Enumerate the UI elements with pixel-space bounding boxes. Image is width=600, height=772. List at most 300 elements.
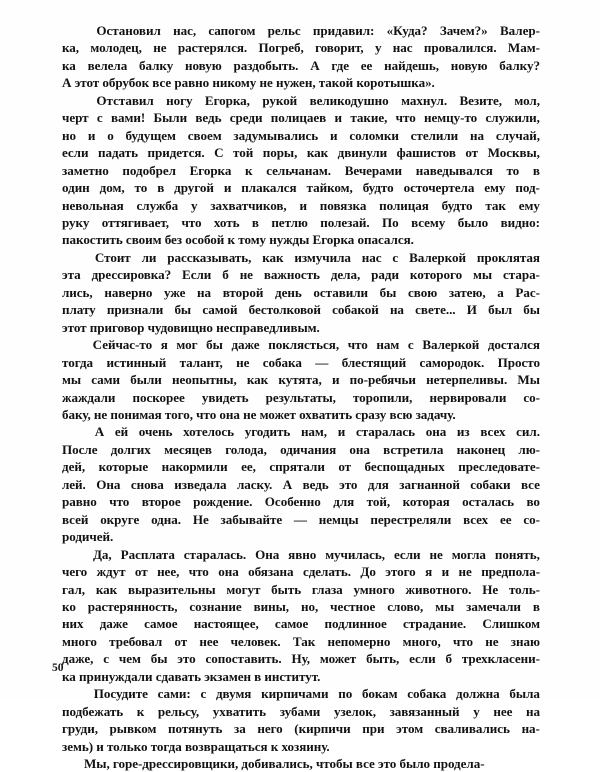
word: Она	[96, 476, 121, 492]
word: к	[245, 162, 253, 178]
word: ее	[360, 57, 373, 73]
word: сделать.	[302, 564, 351, 580]
word: быть,	[366, 651, 400, 667]
word: то	[506, 162, 520, 178]
word: достался	[487, 337, 540, 353]
word: рельс	[267, 23, 301, 38]
word: махнул.	[401, 92, 448, 108]
word: страдание.	[403, 616, 467, 632]
word: Стоит	[94, 249, 131, 265]
paragraph	[62, 546, 540, 686]
word: не	[458, 564, 472, 580]
word: с	[200, 686, 207, 702]
word: узелок,	[333, 703, 376, 719]
word: и	[331, 372, 340, 388]
word: немцу-то	[424, 110, 478, 126]
word: ему	[484, 180, 506, 196]
word: ее	[500, 511, 512, 527]
word: ради	[371, 267, 399, 283]
word: осталась	[462, 494, 515, 510]
word: торопили,	[352, 389, 413, 405]
text-line	[62, 685, 540, 702]
word: стелили	[410, 127, 459, 143]
word: подобрел	[122, 162, 176, 178]
text-line	[62, 598, 540, 615]
body-text-column	[62, 22, 540, 772]
word: собака	[407, 686, 447, 702]
word: толь-	[508, 581, 540, 597]
word: наконец	[456, 441, 506, 457]
text-line	[62, 406, 540, 423]
word: в	[251, 214, 259, 230]
word: одна.	[151, 511, 181, 527]
word: Везите,	[459, 92, 502, 108]
word: день	[275, 284, 302, 300]
word: подбежать	[62, 703, 124, 719]
word: великодушно	[309, 92, 389, 108]
paragraph	[62, 336, 540, 423]
word: ка,	[62, 40, 80, 56]
word: если	[409, 651, 436, 667]
line-text: баку, не понимая того, что она не может охватить сразу всю задачу.	[62, 406, 456, 422]
word: очень	[138, 424, 173, 440]
word: наведывался	[415, 162, 493, 178]
word: заметно	[62, 162, 109, 178]
text-line	[62, 423, 540, 440]
word: Валеркой	[422, 337, 480, 353]
word: ведь	[195, 110, 222, 126]
text-line	[62, 563, 540, 580]
word: даже,	[62, 651, 94, 667]
line-text: Мы, горе-дрессировщики, добивались, чтобы все это было продела-	[84, 756, 485, 772]
text-line	[62, 92, 540, 109]
word: накормили	[161, 459, 228, 475]
word: Валер-	[499, 23, 540, 38]
word: (кирпичи	[294, 721, 351, 737]
paragraph-indent	[62, 423, 84, 440]
word: И	[466, 302, 477, 318]
word: дрессировка?	[91, 267, 172, 283]
word: лей.	[62, 476, 86, 492]
word: С	[214, 145, 224, 161]
word: на	[470, 127, 485, 143]
word: вины,	[253, 598, 289, 614]
word: —	[293, 511, 307, 527]
word: говорит,	[315, 40, 364, 56]
word: могла	[451, 546, 486, 562]
word: Не	[482, 581, 499, 597]
word: поры,	[262, 145, 298, 161]
word: на-	[521, 721, 540, 737]
word: у	[473, 703, 480, 719]
text-line	[62, 371, 540, 388]
word: будто	[362, 180, 394, 196]
word: той	[233, 145, 254, 161]
word: немцы	[318, 511, 359, 527]
word: Если	[182, 267, 212, 283]
word: свою	[408, 284, 438, 300]
word: я	[160, 337, 168, 353]
word: поскорее	[132, 389, 185, 405]
word: По	[382, 214, 399, 230]
word: тогда	[62, 354, 94, 370]
word: а	[497, 284, 504, 300]
text-line	[62, 301, 540, 318]
word: падать	[97, 145, 138, 161]
word: угодить	[244, 424, 291, 440]
word: Москвы,	[487, 145, 540, 161]
word: трехкласени-	[461, 651, 540, 667]
word: к	[136, 703, 145, 719]
text-line	[62, 22, 540, 39]
word: в	[532, 598, 540, 614]
word: как	[95, 581, 118, 597]
word: —	[315, 354, 329, 370]
word: голода,	[225, 441, 267, 457]
word: захватчиков,	[210, 197, 287, 213]
word: изведала	[174, 476, 227, 492]
text-line	[62, 389, 540, 406]
word: плакался	[241, 180, 297, 196]
text-line	[62, 284, 540, 301]
word: среди	[229, 110, 263, 126]
word: выразительны	[127, 581, 216, 597]
word: петлю	[271, 214, 308, 230]
word: полезай.	[320, 214, 370, 230]
word: велела	[87, 57, 128, 73]
paragraph	[62, 685, 540, 755]
word: понять,	[494, 546, 540, 562]
text-line	[62, 249, 540, 266]
word: служба	[136, 197, 179, 213]
word: сельчанам.	[266, 162, 332, 178]
text-line	[62, 214, 540, 231]
word: нервировали	[429, 389, 507, 405]
word: Мы	[517, 372, 540, 388]
word: у	[191, 197, 198, 213]
word: я	[425, 564, 433, 580]
word: полицаев	[270, 110, 327, 126]
word: предпола-	[481, 564, 540, 580]
word: округе	[100, 511, 140, 527]
word: на	[389, 302, 404, 318]
word: долгих	[110, 441, 151, 457]
text-line	[62, 458, 540, 475]
word: найдешь,	[384, 57, 440, 73]
word: плату	[62, 302, 96, 318]
word: ждут	[96, 564, 126, 580]
word: осточертела	[403, 180, 475, 196]
word: сил.	[516, 424, 540, 440]
word: животного.	[405, 581, 472, 597]
word: всех	[463, 511, 489, 527]
word: нас	[392, 40, 413, 56]
word: самой	[202, 302, 238, 318]
word: ка	[62, 57, 76, 73]
word: бы	[379, 284, 397, 300]
text-line	[62, 546, 540, 563]
word: со-	[523, 511, 540, 527]
word: этого	[385, 564, 416, 580]
word: может	[319, 651, 357, 667]
word: ко	[62, 598, 76, 614]
word: Мам-	[507, 40, 540, 56]
word: мы	[473, 267, 493, 283]
word: них	[62, 616, 84, 632]
word: у	[374, 40, 382, 56]
word: измучила	[294, 249, 351, 265]
word: ли	[141, 249, 157, 265]
text-line	[62, 581, 540, 598]
word: загнанной	[399, 476, 460, 492]
word: всей	[62, 511, 89, 527]
word: и	[223, 180, 232, 196]
word: Остановил	[96, 23, 161, 38]
word: Не	[192, 511, 209, 527]
word: не	[236, 354, 250, 370]
word: знаю	[510, 633, 540, 649]
word: которая	[402, 494, 450, 510]
word: бестолковой	[248, 302, 321, 318]
word: много,	[402, 633, 441, 649]
paragraph	[62, 22, 540, 92]
word: Погреб,	[258, 40, 304, 56]
word: важность	[263, 267, 320, 283]
word: во	[526, 494, 540, 510]
word: эта	[62, 267, 81, 283]
word: всему	[411, 214, 446, 230]
text-line	[62, 354, 540, 371]
word: Валеркой	[409, 249, 466, 265]
word: забывайте	[220, 511, 283, 527]
word: дела,	[330, 267, 361, 283]
text-line	[62, 109, 540, 126]
word: снова	[130, 476, 164, 492]
word: б	[445, 651, 452, 667]
word: нас	[361, 249, 382, 265]
word: зубами	[279, 703, 321, 719]
word: по-ребячьи	[349, 372, 416, 388]
word: растерянность,	[87, 598, 178, 614]
paragraph	[62, 755, 540, 772]
word: не	[429, 546, 443, 562]
word: рождение.	[193, 494, 253, 510]
word: Посудите	[93, 686, 148, 702]
word: но,	[300, 598, 319, 614]
word: если	[394, 546, 421, 562]
word: одичания	[280, 441, 337, 457]
word: Она	[255, 546, 280, 562]
word: бы	[523, 302, 540, 318]
word: уже	[164, 284, 186, 300]
word: самородок.	[419, 354, 485, 370]
word: придавил:	[312, 23, 375, 38]
word: груди,	[62, 721, 98, 737]
word: ласку.	[236, 476, 273, 492]
text-line	[62, 127, 540, 144]
word: провалился.	[423, 40, 497, 56]
word: с	[392, 249, 399, 265]
word: которого	[409, 267, 463, 283]
word: б	[222, 267, 229, 283]
word: от	[174, 633, 188, 649]
word: нетерпеливы.	[426, 372, 508, 388]
word: за	[233, 721, 246, 737]
word: тайком,	[306, 180, 353, 196]
word: Сейчас-то	[92, 337, 153, 353]
word: рывком	[109, 721, 157, 737]
word: ее,	[241, 459, 256, 475]
word: дей,	[62, 459, 86, 475]
word: и	[87, 127, 96, 143]
word: это	[177, 651, 196, 667]
text-line	[62, 231, 540, 248]
word: по	[338, 686, 353, 702]
word: лись,	[62, 284, 93, 300]
word: с	[103, 651, 109, 667]
word: той,	[366, 494, 391, 510]
word: А	[282, 476, 293, 492]
word: растерялся.	[177, 40, 248, 56]
word: при	[362, 721, 385, 737]
paragraph-indent	[62, 249, 84, 266]
text-line	[62, 162, 540, 179]
word: двумя	[215, 686, 252, 702]
word: После	[62, 441, 98, 457]
word: мы	[435, 598, 455, 614]
word: талант,	[179, 354, 223, 370]
word: самое	[274, 616, 309, 632]
word: полицая	[379, 197, 429, 213]
text-line	[62, 39, 540, 56]
word: свете...	[415, 302, 456, 318]
word: ей	[114, 424, 129, 440]
word: фашистов	[396, 145, 456, 161]
word: кирпичами	[261, 686, 329, 702]
word: не	[153, 40, 167, 56]
word: что	[109, 494, 130, 510]
paragraph-indent	[62, 546, 84, 563]
word: спрятали	[269, 459, 325, 475]
word: как	[306, 145, 329, 161]
word: перестреляли	[370, 511, 452, 527]
word: Ну,	[291, 651, 310, 667]
word: и	[334, 110, 342, 126]
word: всех	[480, 424, 506, 440]
word: рассказывать,	[167, 249, 252, 265]
text-line	[62, 319, 540, 336]
word: него	[257, 721, 283, 737]
word: на	[526, 703, 540, 719]
word: Отставил	[96, 92, 154, 108]
word: увидеть	[201, 389, 249, 405]
word: что	[347, 337, 368, 353]
word: требовал	[109, 633, 163, 649]
word: Егорка,	[204, 92, 250, 108]
word: на	[197, 284, 212, 300]
word: балку?	[499, 57, 540, 73]
line-text: этот приговор чудовищно несправедливым.	[62, 319, 320, 335]
paragraph	[62, 92, 540, 249]
word: были	[130, 372, 162, 388]
word: лю-	[518, 441, 540, 457]
word: бы	[150, 651, 168, 667]
word: Были	[153, 110, 188, 126]
word: Так	[292, 633, 316, 649]
word: задумывались	[233, 127, 319, 143]
text-line	[62, 266, 540, 283]
word: затею,	[448, 284, 486, 300]
word: могут	[226, 581, 261, 597]
word: не	[239, 267, 253, 283]
word: что	[188, 564, 209, 580]
word: хотелось	[183, 424, 235, 440]
word: проклятая	[476, 249, 540, 265]
word: истинный	[106, 354, 167, 370]
word: и	[441, 564, 450, 580]
word: сами	[91, 372, 121, 388]
text-line	[62, 703, 540, 720]
word: с	[96, 110, 103, 126]
word: Егорка	[189, 162, 232, 178]
word: мол,	[514, 92, 540, 108]
word: оттягивает,	[101, 214, 170, 230]
text-line	[62, 738, 540, 755]
text-line	[62, 179, 540, 196]
word: быть	[271, 581, 302, 597]
word: для	[367, 476, 389, 492]
word: один	[62, 180, 90, 196]
paragraph-indent	[62, 336, 84, 353]
word: видно:	[500, 214, 540, 230]
word: не	[485, 633, 499, 649]
word: будто	[441, 197, 473, 213]
word: Особенно	[264, 494, 321, 510]
word: второй	[222, 284, 264, 300]
word: встретила	[383, 441, 444, 457]
text-line	[62, 476, 540, 493]
word: должна	[456, 686, 500, 702]
word: Да,	[92, 546, 112, 562]
word: чего	[62, 564, 88, 580]
word: руку	[62, 214, 90, 230]
word: даже	[99, 616, 128, 632]
word: случай,	[495, 127, 540, 143]
word: но	[62, 127, 76, 143]
word: сознание	[189, 598, 242, 614]
word: она	[349, 441, 370, 457]
word: нам	[376, 337, 400, 353]
word: от	[134, 564, 148, 580]
word: новую	[185, 57, 222, 73]
word: соломки	[349, 127, 399, 143]
word: рукой	[262, 92, 298, 108]
word: умного	[353, 581, 395, 597]
word: хоть	[213, 214, 240, 230]
word: бокам	[362, 686, 398, 702]
word: глаза	[311, 581, 343, 597]
word: из	[456, 424, 470, 440]
text-line	[62, 511, 540, 528]
word: сапогом	[208, 23, 256, 38]
word: этом	[396, 721, 424, 737]
word: которые	[98, 459, 149, 475]
word: ему	[518, 197, 540, 213]
word: такие,	[350, 110, 388, 126]
word: и	[329, 127, 338, 143]
word: Зачем?»	[439, 23, 488, 38]
word: сопоставить.	[205, 651, 282, 667]
